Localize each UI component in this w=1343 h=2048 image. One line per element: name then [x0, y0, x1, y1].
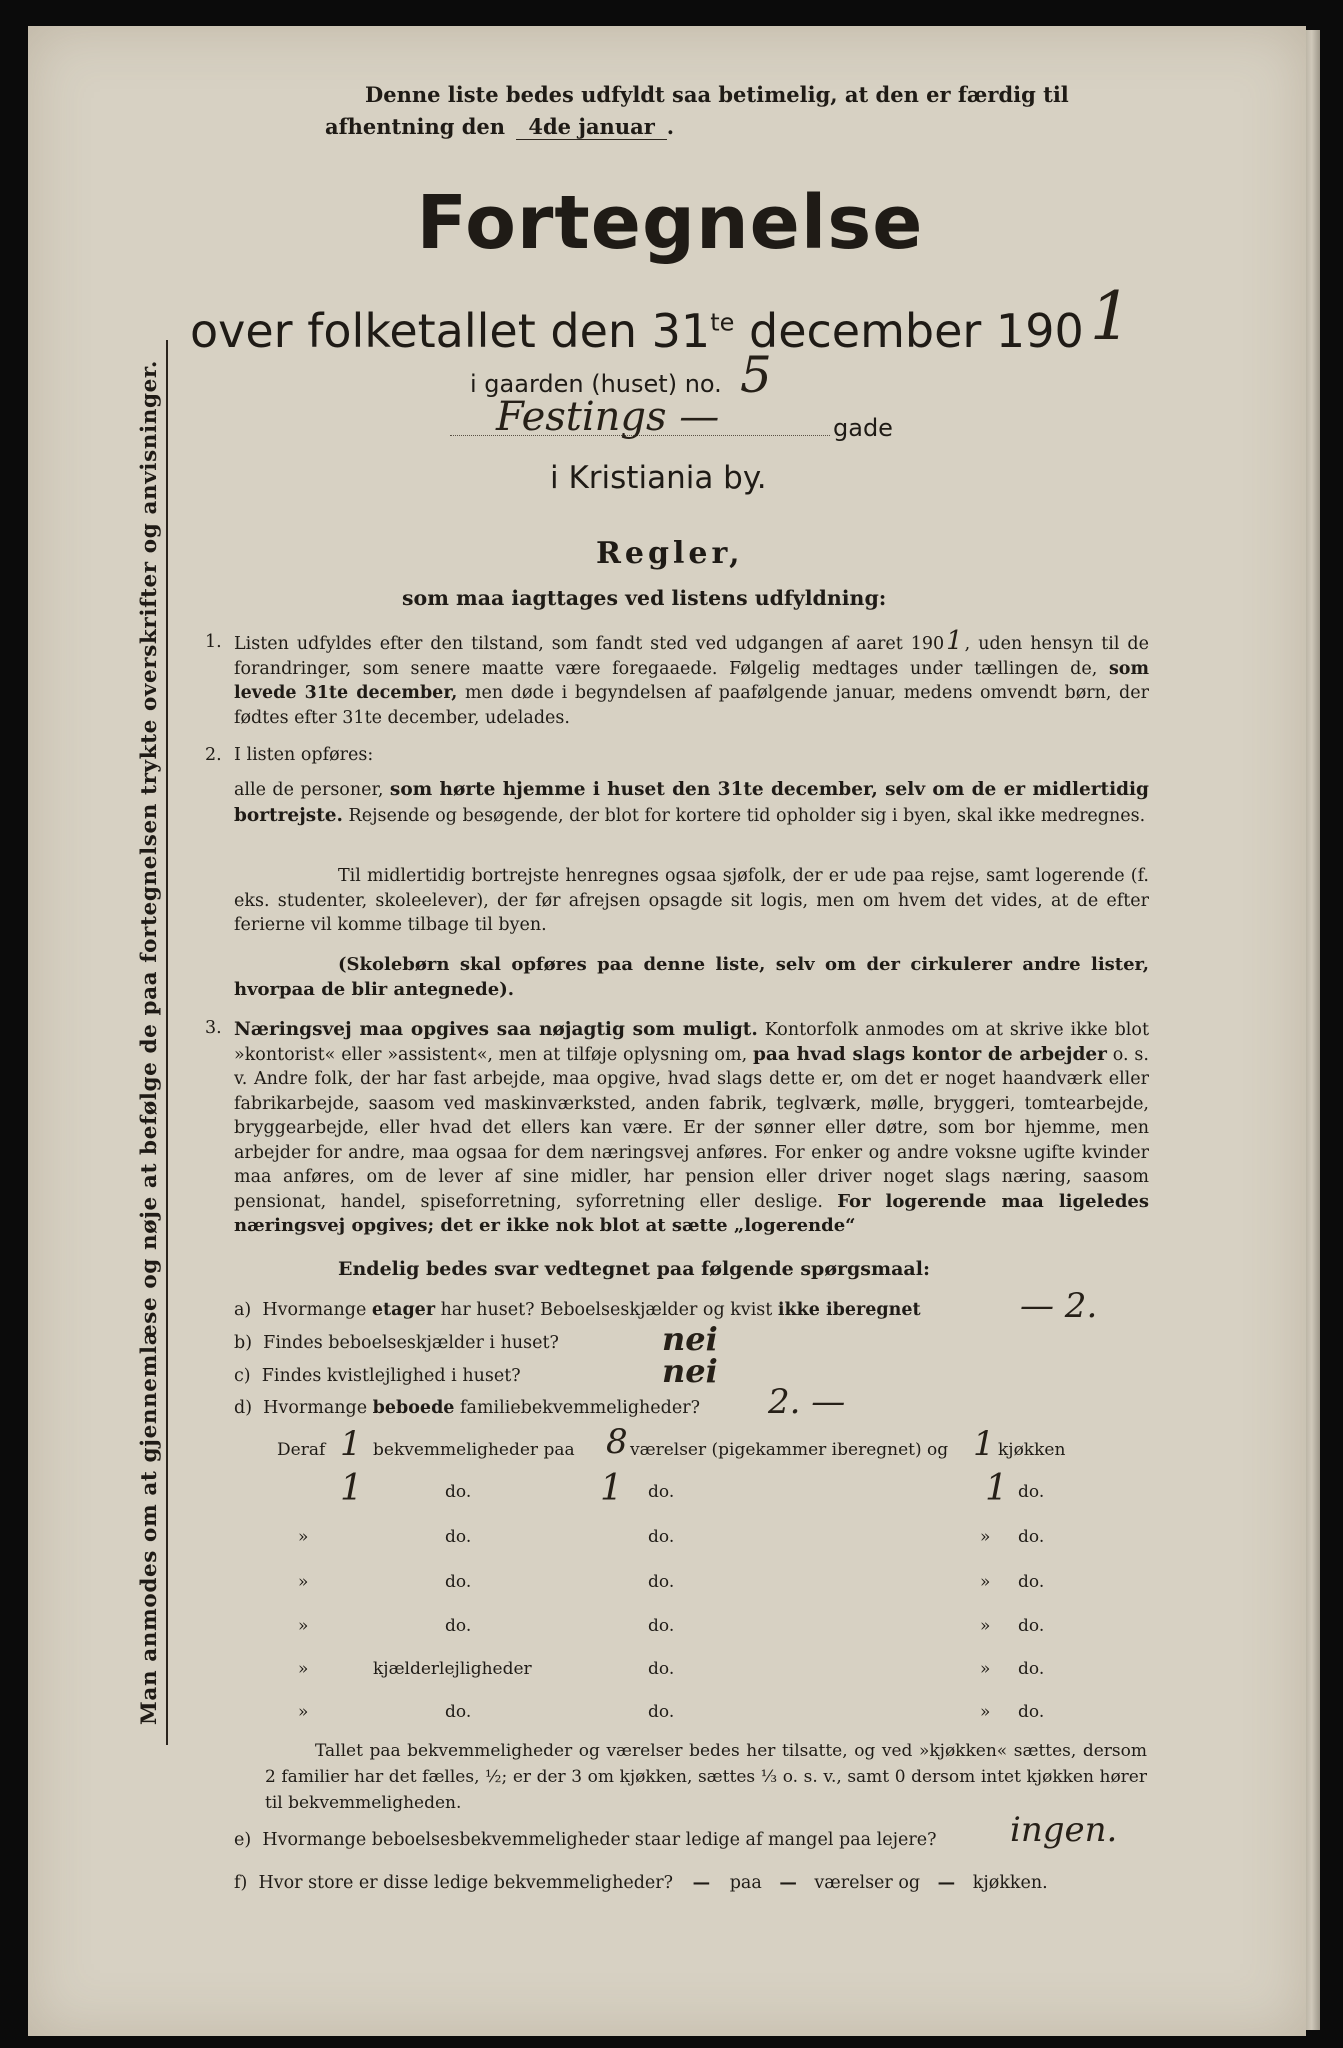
question-c: [234, 1366, 521, 1386]
notice-line-2-suffix: .: [666, 114, 675, 139]
table-row-6-do2: do.: [648, 1659, 675, 1679]
table-row-1-deraf: Deraf: [277, 1440, 326, 1460]
page-title: Fortegnelse: [416, 180, 924, 266]
subtitle-suffix: december 190: [734, 304, 1084, 358]
question-d-pre: Hvormange: [263, 1398, 368, 1418]
question-a-pre: Hvormange: [262, 1300, 367, 1320]
rule-1-number: 1.: [205, 632, 222, 652]
table-row-3-mark: »: [298, 1527, 309, 1547]
table-row-7-do1: do.: [445, 1702, 472, 1722]
rule-2-text: [234, 777, 1149, 829]
table-row-1-n2: 8: [606, 1422, 628, 1462]
subtitle: [190, 278, 1132, 363]
question-a: [234, 1300, 921, 1320]
rule-1-c: men døde i begyndelsen af paafølgende januar, medens omvendt børn, der fødtes efter 31te december, udelades.: [234, 683, 1149, 728]
table-row-3-do1: do.: [445, 1527, 472, 1547]
question-f-dash-2: —: [779, 1873, 797, 1893]
questions-intro: Endelig bedes svar vedtegnet paa følgende spørgsmaal:: [338, 1258, 930, 1280]
question-d-answer: 2. —: [768, 1382, 846, 1422]
question-f: [234, 1873, 1048, 1893]
question-b-answer: nei: [662, 1320, 718, 1358]
rules-subheading: som maa iagttages ved listens udfyldning:: [402, 586, 887, 610]
question-b-text: Findes beboelseskjælder i huset?: [263, 1333, 559, 1353]
house-label: i gaarden (huset) no.: [470, 370, 722, 398]
table-row-4-mark: »: [298, 1572, 309, 1592]
table-row-7-mark: »: [298, 1702, 309, 1722]
table-row-2-do2: do.: [648, 1482, 675, 1502]
street-handwritten: Festings —: [496, 394, 720, 440]
rule-2-a: alle de personer,: [234, 780, 384, 800]
question-c-answer: nei: [662, 1352, 718, 1390]
rule-3-a: Kontorfolk anmodes om at skrive ikke blot »kontorist« eller »assistent«, men at tilføje oplysning om,: [234, 1020, 1149, 1065]
rule-2-intro: I listen opføres:: [234, 745, 374, 765]
rule-3-bold-2: paa hvad slags kontor de arbejder: [752, 1043, 1107, 1065]
table-row-3-do2: do.: [648, 1527, 675, 1547]
rule-3-bold-1: Næringsvej maa opgives saa nøjagtig som muligt.: [234, 1019, 758, 1040]
question-f-text-3: værelser og: [814, 1873, 921, 1893]
table-row-1-n3: 1: [973, 1424, 995, 1464]
rule-1-text: [234, 626, 1149, 730]
table-row-3-do3: do.: [1018, 1527, 1045, 1547]
question-a-letter: a): [234, 1300, 252, 1320]
table-row-4-do1: do.: [445, 1572, 472, 1592]
street-suffix: gade: [833, 414, 893, 442]
table-row-6-mark3: »: [980, 1659, 991, 1679]
question-c-letter: c): [234, 1366, 251, 1386]
question-e: [234, 1830, 936, 1850]
rule-3-bold-3: For logerende maa ligeledes næringsvej opgives; det er ikke nok blot at sætte „logerende“: [234, 1190, 1149, 1236]
table-row-4-do2: do.: [648, 1572, 675, 1592]
stacked-page-edges: [1306, 30, 1320, 2030]
question-e-letter: e): [234, 1830, 252, 1850]
notice-line-2-prefix: afhentning den: [325, 114, 506, 139]
table-row-7-do3: do.: [1018, 1702, 1045, 1722]
table-row-4-mark3: »: [980, 1572, 991, 1592]
question-f-dash-1: —: [692, 1873, 711, 1893]
table-row-1-n1: 1: [340, 1424, 362, 1464]
table-row-7-do2: do.: [648, 1702, 675, 1722]
rule-2-number: 2.: [205, 745, 222, 765]
question-e-answer: ingen.: [1010, 1810, 1118, 1850]
rule-3-text: [234, 1018, 1149, 1239]
rule-3-b: o. s. v. Andre folk, der har fast arbejde, maa opgive, hvad slags dette er, om det er noget haandværk eller fabrikarbejde, saasom ved maskinværksted, anden fabrik, teglværk, mølle, bryggeri, tomtearbejde, bryggearbejde, eller hvad det ellers kan være. Er der sønner eller døtre, som bor hjemme, men arbejder for andre, maa ogsaa for dem næringsvej anføres. For enker og andre voksne ugifte kvinder maa anføres, om de lever af sine midler, har pension eller driver noget slags næring, saasom pensionat, handel, spiseforretning, syforretning eller deslige.: [234, 1044, 1149, 1212]
question-d: [234, 1398, 700, 1418]
table-row-6-do1: kjælderlejligheder: [373, 1659, 532, 1679]
table-row-1-mid: værelser (pigekammer iberegnet) og: [630, 1440, 949, 1460]
question-a-bold-2: ikke iberegnet: [777, 1300, 921, 1320]
table-row-5-mark3: »: [980, 1616, 991, 1636]
table-row-1-label: bekvemmeligheder paa: [373, 1440, 575, 1460]
question-d-letter: d): [234, 1398, 253, 1418]
table-row-5-do2: do.: [648, 1616, 675, 1636]
table-row-3-mark3: »: [980, 1527, 991, 1547]
question-a-bold: etager: [371, 1300, 436, 1320]
question-b-letter: b): [234, 1333, 253, 1353]
rule-1-b: , uden hensyn til de forandringer, som senere maatte være foregaaede. Følgelig medtages under tællingen de,: [234, 634, 1149, 679]
table-row-6-mark: »: [298, 1659, 309, 1679]
question-e-text: Hvormange beboelsesbekvemmeligheder staar ledige af mangel paa lejere?: [262, 1830, 937, 1850]
table-row-1-end: kjøkken: [998, 1440, 1066, 1460]
question-b: [234, 1333, 559, 1353]
subtitle-prefix: over folketallet den 31: [190, 304, 711, 358]
table-row-2-do1: do.: [445, 1482, 472, 1502]
notice-line-2: [325, 114, 674, 140]
rule-1-year: 1: [946, 626, 963, 656]
rule-1-bold: som levede 31te december,: [234, 658, 1149, 703]
question-a-mid: har huset? Beboelseskjælder og kvist: [440, 1300, 773, 1320]
table-note: Tallet paa bekvemmeligheder og værelser bedes her tilsatte, og ved »kjøkken« sættes, dersom 2 familier har det fælles, ½; er der 3 om kjøkken, sættes ⅓ o. s. v., samt 0 dersom intet kjøkken hører til bekvemmeligheden.: [265, 1741, 1147, 1813]
rule-3-number: 3.: [205, 1018, 222, 1038]
city: i Kristiania by.: [550, 460, 767, 496]
table-row-6-do3: do.: [1018, 1659, 1045, 1679]
rule-2-para-3: (Skolebørn skal opføres paa denne liste, selv om der cirkulerer andre lister, hvorpaa de blir antegnede).: [234, 954, 1149, 1000]
question-f-text-4: kjøkken.: [972, 1873, 1048, 1893]
rule-2-bold: som hørte hjemme i huset den 31te december, selv om de er midlertidig bortrejste.: [234, 779, 1149, 826]
table-row-2-n1: 1: [340, 1468, 363, 1509]
table-row-5-do3: do.: [1018, 1616, 1045, 1636]
subtitle-sup: te: [710, 308, 735, 337]
table-row-7-mark3: »: [980, 1702, 991, 1722]
question-f-text-1: Hvor store er disse ledige bekvemmeligheder?: [258, 1873, 674, 1893]
rules-heading: Regler,: [596, 536, 744, 571]
rule-2-b: Rejsende og besøgende, der blot for kortere tid opholder sig i byen, skal ikke medregnes.: [348, 806, 1146, 826]
rule-2-para-2: Til midlertidig bortrejste henregnes ogsaa sjøfolk, der er ude paa rejse, samt logerende (f. eks. studenter, skoleelever), der før afrejsen opsagde sit logis, men om hvem det vides, at de efter ferierne vil komme tilbage til byen.: [234, 866, 1149, 935]
table-row-2-n3: 1: [985, 1468, 1008, 1509]
question-d-bold: beboede: [372, 1398, 455, 1418]
table-row-2-do3: do.: [1018, 1482, 1045, 1502]
rule-1-a: Listen udfyldes efter den tilstand, som fandt sted ved udgangen af aaret 190: [234, 634, 945, 654]
house-number: 5: [740, 346, 772, 404]
question-a-answer: — 2.: [1020, 1286, 1098, 1326]
notice-line-1: Denne liste bedes udfyldt saa betimelig, at den er færdig til: [365, 82, 1069, 107]
year-handwritten: 1: [1089, 278, 1132, 355]
table-row-5-mark: »: [298, 1616, 309, 1636]
question-d-post: familiebekvemmeligheder?: [460, 1398, 700, 1418]
street-line: [450, 394, 830, 440]
table-row-5-do1: do.: [445, 1616, 472, 1636]
question-c-text: Findes kvistlejlighed i huset?: [261, 1366, 521, 1386]
question-f-dash-3: —: [937, 1873, 956, 1893]
table-row-2-n2: 1: [600, 1468, 623, 1509]
question-f-text-2: paa: [729, 1873, 762, 1893]
table-row-4-do3: do.: [1018, 1572, 1045, 1592]
question-f-letter: f): [234, 1873, 248, 1893]
margin-instruction: Man anmodes om at gjennemlæse og nøje at befølge de paa fortegnelsen trykte overskrifter og anvisninger.: [137, 360, 162, 1725]
notice-date: 4de januar: [516, 114, 666, 140]
